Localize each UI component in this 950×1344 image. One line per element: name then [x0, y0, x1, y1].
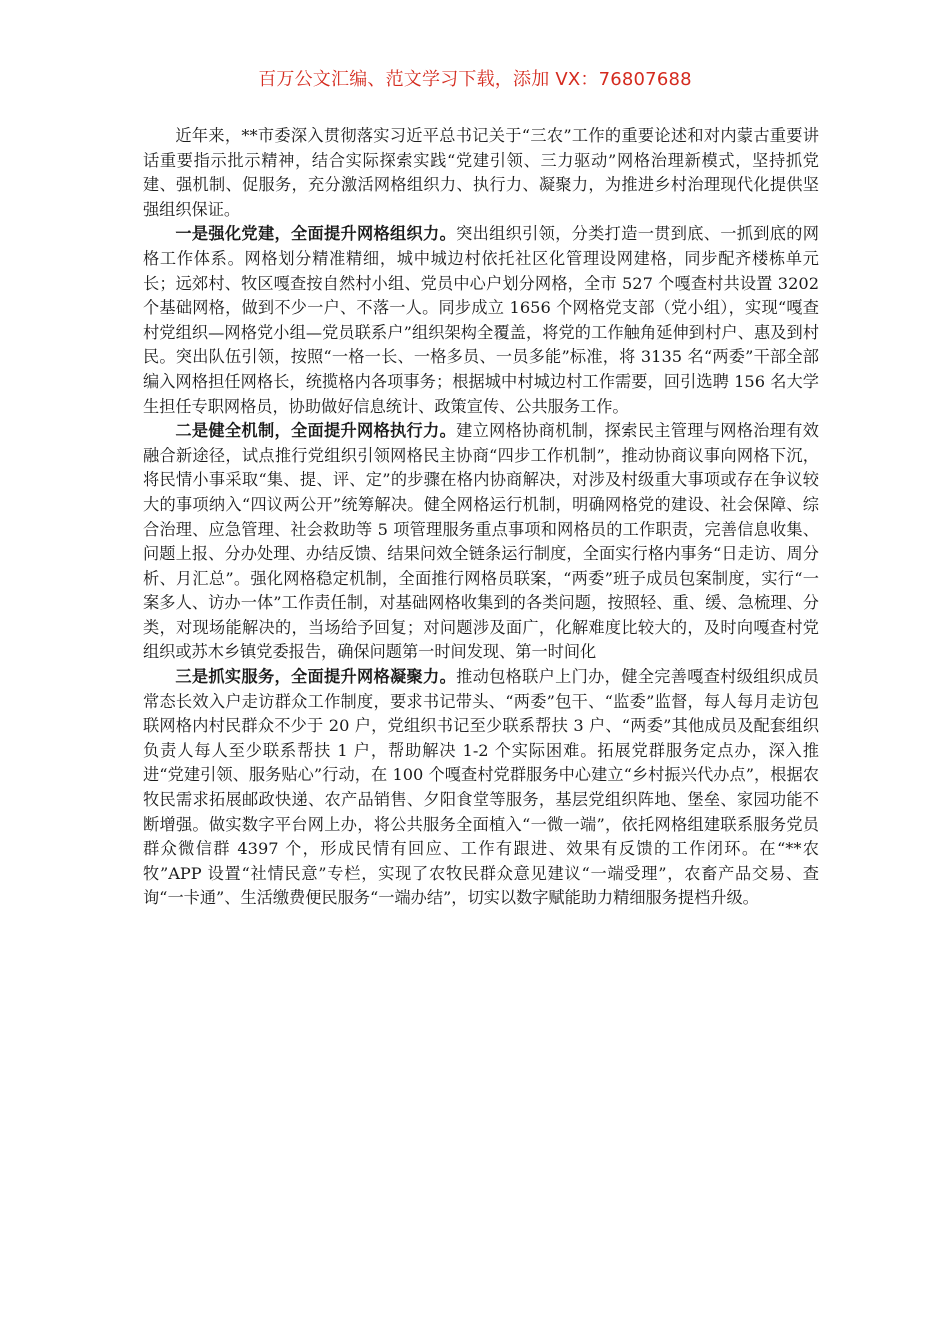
section-1-text: 突出组织引领，分类打造一贯到底、一抓到底的网格工作体系。网格划分精准精细，城中城边村依托社区化管理设网建格，同步配齐楼栋单元长；远郊村、牧区嘎查按自然村小组、党员中心户划分网格，全市 527 个嘎查村共设置 3202 个基础网格，做到不少一户、不落一人。同步成立 1656 个网格党支部（党小组），实现“嘎查村党组织—网格党小组—党员联系户”组织架构全覆盖，将党的工作触角延伸到村户、惠及到村民。突出队伍引领，按照“一格一长、一格多员、一员多能”标准，将 3135 名“两委”干部全部编入网格担任网格长，统揽格内各项事务；根据城中村城边村工作需要，回引选聘 156 名大学生担任专职网格员，协助做好信息统计、政策宣传、公共服务工作。 — [143, 224, 819, 416]
section-1-paragraph — [143, 222, 819, 419]
section-3-heading: 三是抓实服务，全面提升网格凝聚力。 — [175, 667, 457, 687]
section-2-paragraph — [143, 419, 819, 665]
section-1-heading: 一是强化党建，全面提升网格组织力。 — [175, 224, 457, 244]
section-3-paragraph — [143, 665, 819, 911]
document-body — [143, 124, 819, 911]
section-2-heading: 二是健全机制，全面提升网格执行力。 — [175, 421, 457, 441]
section-3-text: 推动包格联户上门办，健全完善嘎查村级组织成员常态长效入户走访群众工作制度，要求书记带头、“两委”包干、“监委”监督，每人每月走访包联网格内村民群众不少于 20 户，党组织书记至少联系帮扶 3 户、“两委”其他成员及配套组织负责人每人至少联系帮扶 1 户，帮助解决 1-2 个实际困难。拓展党群服务定点办，深入推进“党建引领、服务贴心”行动，在 100 个嘎查村党群服务中心建立“乡村振兴代办点”，根据农牧民需求拓展邮政快递、农产品销售、夕阳食堂等服务，基层党组织阵地、堡垒、家园功能不断增强。做实数字平台网上办，将公共服务全面植入“一微一端”，依托网格组建联系服务党员群众微信群 4397 个，形成民情有回应、工作有跟进、效果有反馈的工作闭环。在“**农牧”APP 设置“社情民意”专栏，实现了农牧民群众意见建议“一端受理”，农畜产品交易、查询“一卡通”、生活缴费便民服务“一端办结”，切实以数字赋能助力精细服务提档升级。 — [143, 667, 819, 908]
promo-banner: 百万公文汇编、范文学习下载，添加 VX：76807688 — [258, 69, 692, 90]
intro-paragraph: 近年来，**市委深入贯彻落实习近平总书记关于“三农”工作的重要论述和对内蒙古重要讲话重要指示批示精神，结合实际探索实践“党建引领、三力驱动”网格治理新模式，坚持抓党建、强机制、促服务，充分激活网格组织力、执行力、凝聚力，为推进乡村治理现代化提供坚强组织保证。 — [143, 126, 819, 219]
section-2-text: 建立网格协商机制，探索民主管理与网格治理有效融合新途径，试点推行党组织引领网格民主协商“四步工作机制”，推动协商议事向网格下沉，将民情小事采取“集、提、评、定”的步骤在格内协商解决，对涉及村级重大事项或存在争议较大的事项纳入“四议两公开”统筹解决。健全网格运行机制，明确网格党的建设、社会保障、综合治理、应急管理、社会救助等 5 项管理服务重点事项和网格员的工作职责，完善信息收集、问题上报、分办处理、办结反馈、结果问效全链条运行制度，全面实行格内事务“日走访、周分析、月汇总”。强化网格稳定机制，全面推行网格员联案，“两委”班子成员包案制度，实行“一案多人、访办一体”工作责任制，对基础网格收集到的各类问题，按照轻、重、缓、急梳理、分类，对现场能解决的，当场给予回复；对问题涉及面广，化解难度比较大的，及时向嘎查村党组织或苏木乡镇党委报告，确保问题第一时间发现、第一时间化 — [143, 421, 819, 662]
